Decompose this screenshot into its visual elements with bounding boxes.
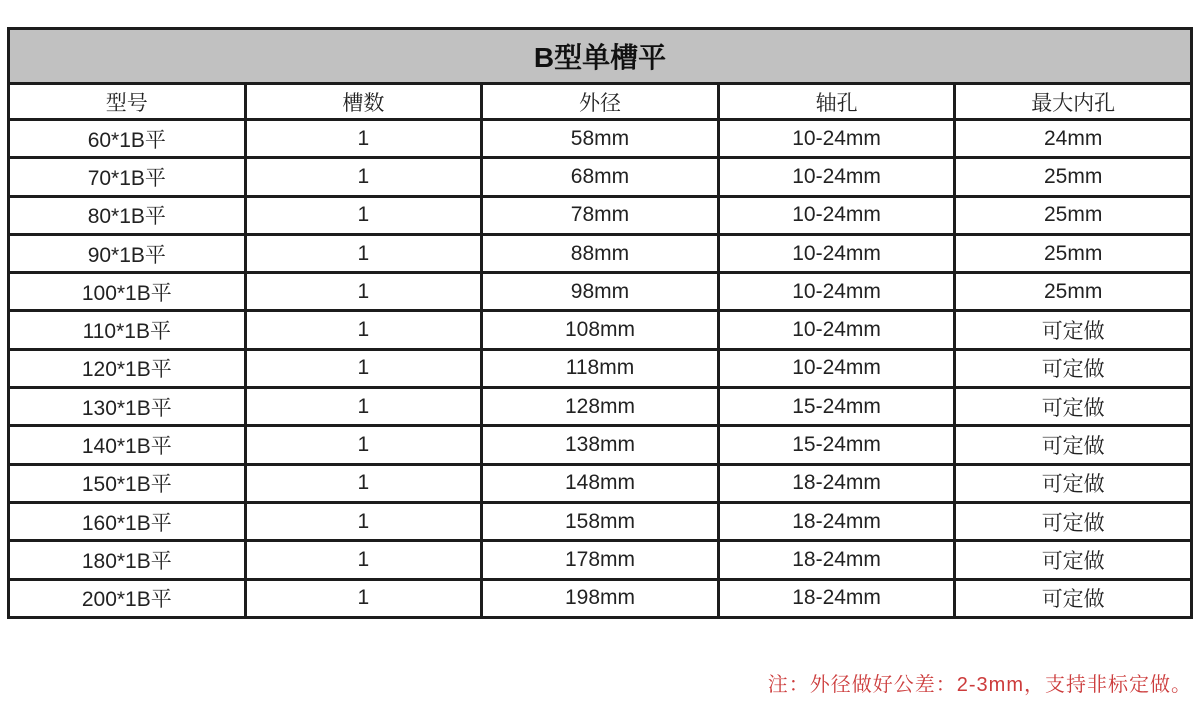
cell-outer-diameter: 118mm <box>482 349 719 387</box>
cell-model: 100*1B平 <box>9 273 246 311</box>
table-row <box>9 234 1192 272</box>
cell-max-bore: 可定做 <box>955 464 1192 502</box>
cell-outer-diameter: 158mm <box>482 502 719 540</box>
cell-outer-diameter: 68mm <box>482 158 719 196</box>
cell-outer-diameter: 58mm <box>482 120 719 158</box>
cell-model: 150*1B平 <box>9 464 246 502</box>
cell-shaft-hole: 10-24mm <box>718 196 955 234</box>
cell-model: 200*1B平 <box>9 579 246 617</box>
cell-model: 90*1B平 <box>9 234 246 272</box>
cell-max-bore: 25mm <box>955 273 1192 311</box>
cell-shaft-hole: 10-24mm <box>718 349 955 387</box>
cell-shaft-hole: 10-24mm <box>718 120 955 158</box>
cell-shaft-hole: 10-24mm <box>718 311 955 349</box>
table-row <box>9 464 1192 502</box>
table-row <box>9 579 1192 617</box>
cell-grooves: 1 <box>245 464 482 502</box>
cell-max-bore: 可定做 <box>955 311 1192 349</box>
cell-shaft-hole: 18-24mm <box>718 579 955 617</box>
cell-model: 70*1B平 <box>9 158 246 196</box>
cell-max-bore: 可定做 <box>955 579 1192 617</box>
cell-outer-diameter: 148mm <box>482 464 719 502</box>
cell-outer-diameter: 78mm <box>482 196 719 234</box>
cell-max-bore: 25mm <box>955 196 1192 234</box>
cell-outer-diameter: 198mm <box>482 579 719 617</box>
cell-max-bore: 可定做 <box>955 388 1192 426</box>
column-header-max-bore: 最大内孔 <box>955 84 1192 120</box>
table-row <box>9 426 1192 464</box>
cell-max-bore: 24mm <box>955 120 1192 158</box>
table-row <box>9 196 1192 234</box>
title-row <box>9 29 1192 84</box>
cell-outer-diameter: 98mm <box>482 273 719 311</box>
cell-grooves: 1 <box>245 196 482 234</box>
table-body <box>9 120 1192 618</box>
cell-model: 160*1B平 <box>9 502 246 540</box>
column-header-outer-diameter: 外径 <box>482 84 719 120</box>
cell-model: 180*1B平 <box>9 541 246 579</box>
cell-outer-diameter: 128mm <box>482 388 719 426</box>
cell-outer-diameter: 88mm <box>482 234 719 272</box>
cell-grooves: 1 <box>245 502 482 540</box>
table-row <box>9 502 1192 540</box>
cell-model: 140*1B平 <box>9 426 246 464</box>
cell-grooves: 1 <box>245 541 482 579</box>
cell-outer-diameter: 138mm <box>482 426 719 464</box>
cell-grooves: 1 <box>245 311 482 349</box>
cell-shaft-hole: 18-24mm <box>718 464 955 502</box>
cell-max-bore: 可定做 <box>955 502 1192 540</box>
cell-grooves: 1 <box>245 120 482 158</box>
cell-grooves: 1 <box>245 388 482 426</box>
cell-max-bore: 可定做 <box>955 426 1192 464</box>
cell-model: 120*1B平 <box>9 349 246 387</box>
cell-max-bore: 25mm <box>955 234 1192 272</box>
header-row <box>9 84 1192 120</box>
cell-grooves: 1 <box>245 579 482 617</box>
column-header-model: 型号 <box>9 84 246 120</box>
tolerance-note: 注：外径做好公差：2-3mm，支持非标定做。 <box>767 674 1192 696</box>
cell-shaft-hole: 18-24mm <box>718 541 955 579</box>
column-header-grooves: 槽数 <box>245 84 482 120</box>
table-row <box>9 158 1192 196</box>
table-row <box>9 388 1192 426</box>
cell-model: 130*1B平 <box>9 388 246 426</box>
cell-grooves: 1 <box>245 273 482 311</box>
cell-outer-diameter: 108mm <box>482 311 719 349</box>
cell-shaft-hole: 15-24mm <box>718 388 955 426</box>
cell-shaft-hole: 15-24mm <box>718 426 955 464</box>
cell-shaft-hole: 18-24mm <box>718 502 955 540</box>
table-row <box>9 311 1192 349</box>
cell-max-bore: 25mm <box>955 158 1192 196</box>
cell-shaft-hole: 10-24mm <box>718 234 955 272</box>
cell-shaft-hole: 10-24mm <box>718 158 955 196</box>
cell-max-bore: 可定做 <box>955 349 1192 387</box>
cell-max-bore: 可定做 <box>955 541 1192 579</box>
cell-grooves: 1 <box>245 234 482 272</box>
cell-grooves: 1 <box>245 426 482 464</box>
cell-grooves: 1 <box>245 349 482 387</box>
cell-model: 80*1B平 <box>9 196 246 234</box>
column-header-shaft-hole: 轴孔 <box>718 84 955 120</box>
cell-shaft-hole: 10-24mm <box>718 273 955 311</box>
table-row <box>9 349 1192 387</box>
spec-table <box>7 27 1193 619</box>
cell-model: 60*1B平 <box>9 120 246 158</box>
table-title: B型单槽平 <box>9 29 1192 84</box>
table-row <box>9 541 1192 579</box>
table-row <box>9 273 1192 311</box>
cell-model: 110*1B平 <box>9 311 246 349</box>
cell-grooves: 1 <box>245 158 482 196</box>
cell-outer-diameter: 178mm <box>482 541 719 579</box>
table-row <box>9 120 1192 158</box>
